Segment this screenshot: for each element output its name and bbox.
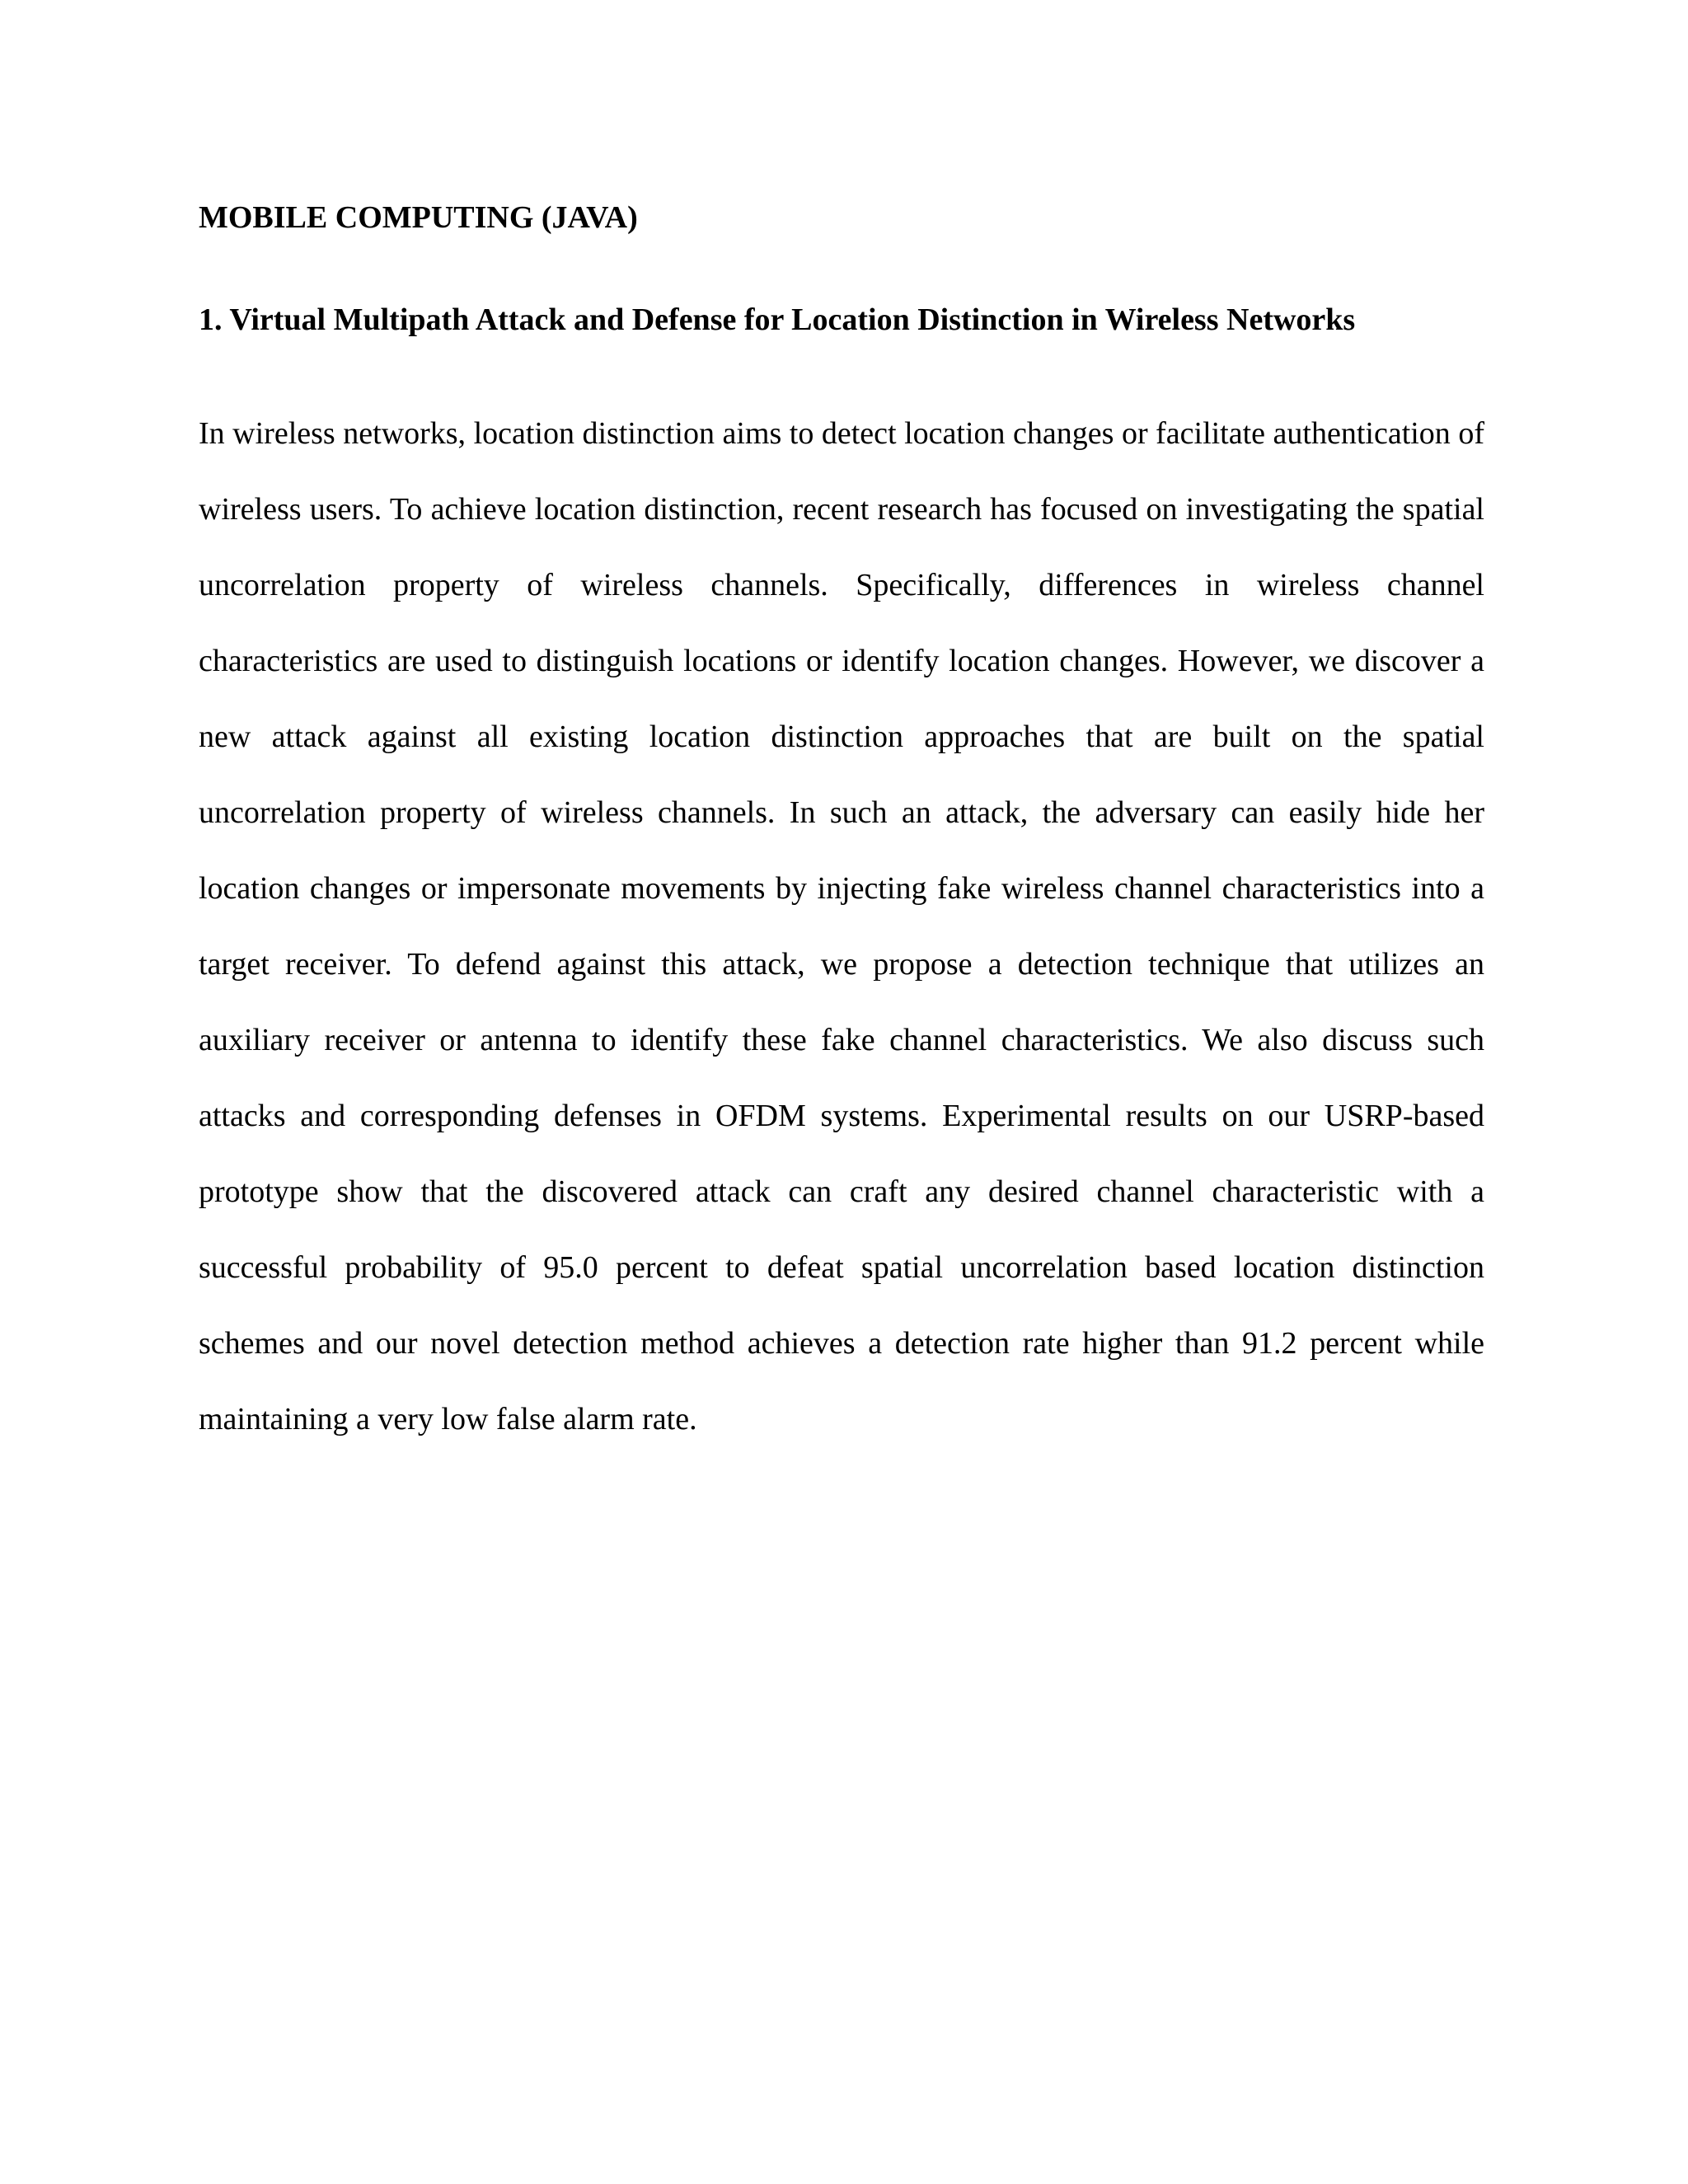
paper-title: 1. Virtual Multipath Attack and Defense for Location Distinction in Wireless Networks xyxy=(199,302,1356,337)
document-content xyxy=(199,191,1484,1457)
section-heading: MOBILE COMPUTING (JAVA) xyxy=(199,200,638,235)
abstract-paragraph: In wireless networks, location distinction aims to detect location changes or facilitate authentication of wireless users. To achieve location distinction, recent research has focused on investigating the spatial uncorrelation property of wireless channels. Specifically, differences in wireless channel characteristics are used to distinguish locations or identify location changes. However, we discover a new attack against all existing location distinction approaches that are built on the spatial uncorrelation property of wireless channels. In such an attack, the adversary can easily hide her location changes or impersonate movements by injecting fake wireless channel characteristics into a target receiver. To defend against this attack, we propose a detection technique that utilizes an auxiliary receiver or antenna to identify these fake channel characteristics. We also discuss such attacks and corresponding defenses in OFDM systems. Experimental results on our USRP-based prototype show that the discovered attack can craft any desired channel characteristic with a successful probability of 95.0 percent to defeat spatial uncorrelation based location distinction schemes and our novel detection method achieves a detection rate higher than 91.2 percent while maintaining a very low false alarm rate. xyxy=(199,416,1484,1436)
